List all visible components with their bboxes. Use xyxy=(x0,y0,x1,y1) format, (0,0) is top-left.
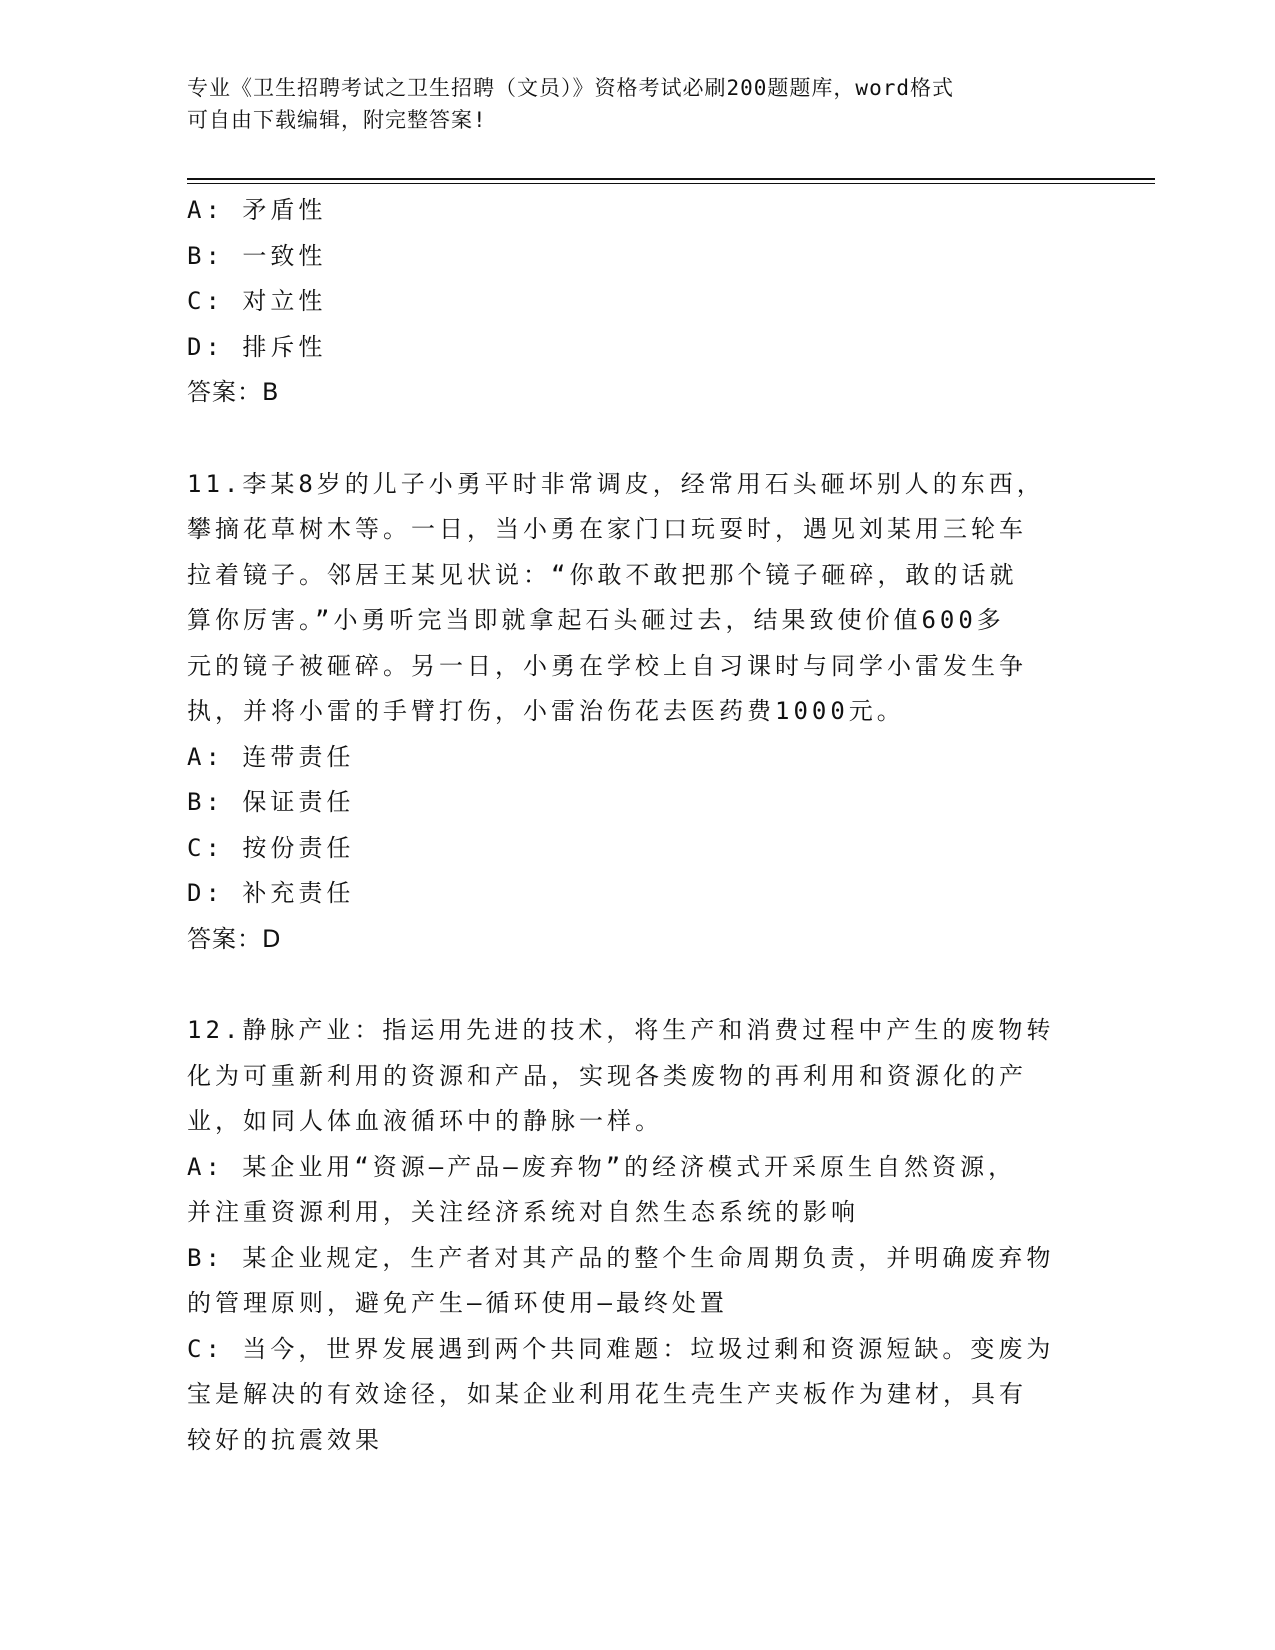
option-d: D: 排斥性 xyxy=(187,332,327,361)
answer-line: 答案：B xyxy=(187,378,280,406)
option-c-line: 宝是解决的有效途径，如某企业利用花生壳生产夹板作为建材，具有 xyxy=(187,1380,1027,1408)
answer-line: 答案：D xyxy=(187,924,282,953)
option-a: A: 矛盾性 xyxy=(187,196,327,224)
option-b: B: 保证责任 xyxy=(187,788,355,816)
document-body xyxy=(187,188,1087,1463)
option-a-line: A: 某企业用“资源—产品—废弃物”的经济模式开采原生自然资源， xyxy=(187,1152,1017,1181)
header-line-1: 专业《卫生招聘考试之卫生招聘（文员）》资格考试必刷200题题库，word格式 xyxy=(187,76,954,100)
question-stem-line: 元的镜子被砸碎。另一日，小勇在学校上自习课时与同学小雷发生争 xyxy=(187,651,1027,680)
header-line-2: 可自由下载编辑，附完整答案! xyxy=(187,108,487,132)
question-stem-line: 拉着镜子。邻居王某见状说：“你敢不敢把那个镜子砸碎，敢的话就 xyxy=(187,560,1018,589)
option-b: B: 一致性 xyxy=(187,241,327,270)
question-stem-line: 12.静脉产业：指运用先进的技术，将生产和消费过程中产生的废物转 xyxy=(187,1016,1055,1044)
header-rule-thin xyxy=(187,183,1155,184)
spacer xyxy=(187,962,1087,1008)
question-stem-line: 化为可重新利用的资源和产品，实现各类废物的再利用和资源化的产 xyxy=(187,1061,1027,1090)
spacer xyxy=(187,416,1087,462)
question-stem-line: 执，并将小雷的手臂打伤，小雷治伤花去医药费1000元。 xyxy=(187,697,905,725)
question-11-block xyxy=(187,462,1087,963)
option-b-line: 的管理原则，避免产生—循环使用—最终处置 xyxy=(187,1289,728,1317)
question-10-block xyxy=(187,188,1087,416)
option-b-line: B: 某企业规定，生产者对其产品的整个生命周期负责，并明确废弃物 xyxy=(187,1243,1055,1272)
option-a: A: 连带责任 xyxy=(187,742,355,771)
option-a-line: 并注重资源利用，关注经济系统对自然生态系统的影响 xyxy=(187,1198,859,1226)
option-c-line: 较好的抗震效果 xyxy=(187,1425,383,1454)
option-d: D: 补充责任 xyxy=(187,879,355,907)
option-c-line: C: 当今，世界发展遇到两个共同难题：垃圾过剩和资源短缺。变废为 xyxy=(187,1334,1055,1363)
header-rule-thick xyxy=(187,178,1155,180)
question-stem-line: 业，如同人体血液循环中的静脉一样。 xyxy=(187,1107,663,1135)
question-12-block xyxy=(187,1008,1087,1463)
option-c: C: 对立性 xyxy=(187,287,327,315)
question-stem-line: 攀摘花草树木等。一日，当小勇在家门口玩耍时，遇见刘某用三轮车 xyxy=(187,515,1027,543)
document-header xyxy=(187,72,1087,136)
question-stem-line: 算你厉害。”小勇听完当即就拿起石头砸过去，结果致使价值600多 xyxy=(187,606,1005,634)
option-c: C: 按份责任 xyxy=(187,833,355,862)
question-stem-line: 11.李某8岁的儿子小勇平时非常调皮，经常用石头砸坏别人的东西， xyxy=(187,469,1045,498)
